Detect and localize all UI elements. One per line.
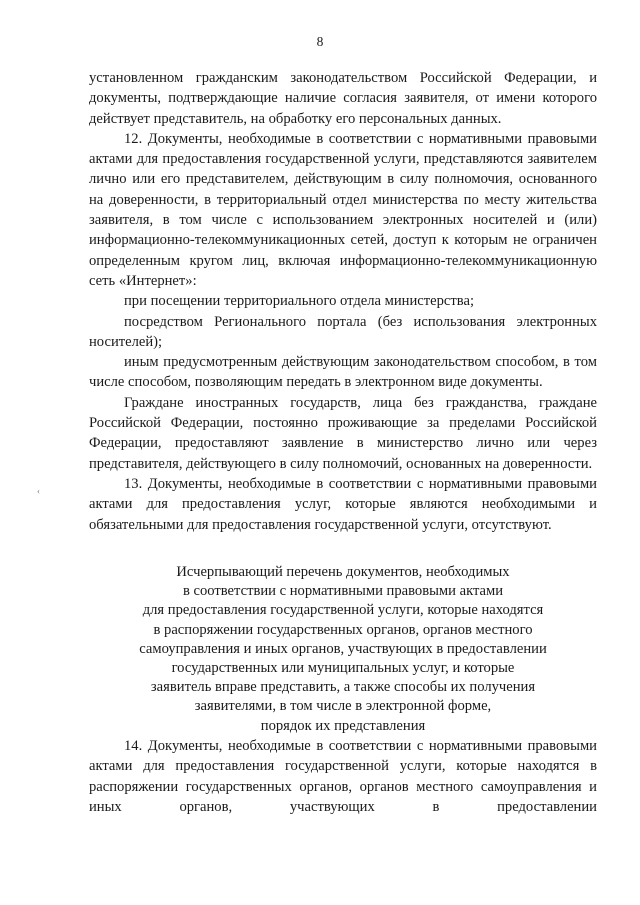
heading-line: порядок их представления: [260, 717, 426, 734]
heading-line: заявителями, в том числе в электронной форме,: [194, 698, 492, 715]
body-text-continued: [89, 736, 597, 817]
margin-mark: ‹: [37, 486, 40, 496]
paragraph-in-person: при посещении территориального отдела министерства;: [124, 293, 475, 310]
section-heading: [89, 563, 597, 736]
heading-line: государственных или муниципальных услуг, и которые: [171, 660, 515, 677]
heading-line: в соответствии с нормативными правовыми актами: [182, 583, 504, 600]
heading-line: в распоряжении государственных органов, органов местного: [153, 621, 533, 638]
body-text: [89, 68, 597, 535]
heading-line: для предоставления государственной услуги, которые находятся: [142, 602, 544, 619]
paragraph-13: 13. Документы, необходимые в соответствии с нормативными правовыми актами для предоставления услуг, которые являются необходимыми и обязательными для предоставления государственной услуги, отсутствуют.: [89, 475, 597, 533]
page-number: 8: [316, 34, 324, 49]
heading-line: самоуправления и иных органов, участвующих в предоставлении: [139, 640, 547, 657]
paragraph-foreign-citizens: Граждане иностранных государств, лица без гражданства, граждане Российской Федерации, постоянно проживающие за пределами Российской Федерации, предоставляют заявление в министерство лично или через представителя, действующего в силу полномочий, основанных на доверенности.: [89, 394, 597, 472]
paragraph-14: 14. Документы, необходимые в соответствии с нормативными правовыми актами для предоставления государственной услуги, которые находятся в распоряжении государственных органов, органов местного самоуправления и иных органов, участвующих в предоставлении: [89, 738, 597, 815]
heading-line: Исчерпывающий перечень документов, необходимых: [176, 564, 510, 580]
paragraph-other-methods: иным предусмотренным действующим законодательством способом, в том числе способом, позволяющим передать в электронном виде документы.: [89, 354, 597, 391]
paragraph-12: 12. Документы, необходимые в соответствии с нормативными правовыми актами для предоставления государственной услуги, представляются заявителем лично или его представителем, действующим в силу полномочия, основанного на доверенности, в территориальный отдел министерства по месту жительства заявителя, в том числе с использованием электронных носителей и (или) информационно-телекоммуникационных сетей, доступ к которым не ограничен определенным кругом лиц, включая информационно-телекоммуникационную сеть «Интернет»:: [89, 130, 597, 289]
paragraph-continuation: установленном гражданским законодательством Российской Федерации, и документы, подтверждающие наличие согласия заявителя, от имени которого действует представитель, на обработку его персональных данных.: [89, 70, 597, 127]
paragraph-regional-portal: посредством Регионального портала (без использования электронных носителей);: [89, 313, 597, 350]
heading-line: заявитель вправе представить, а также способы их получения: [150, 679, 536, 696]
